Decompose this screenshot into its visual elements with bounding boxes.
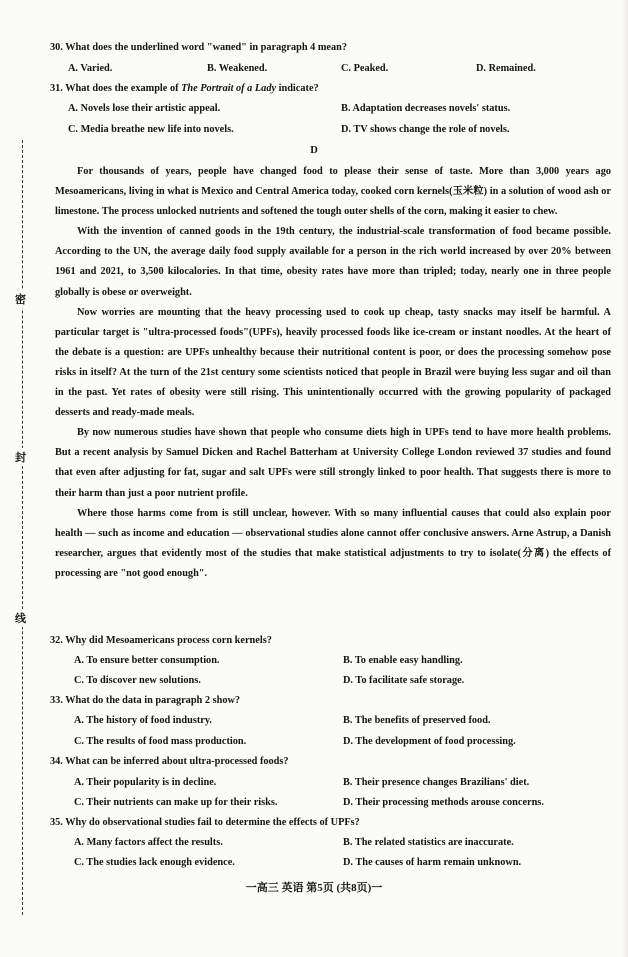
paragraph-1: For thousands of years, people have changed food to please their sense of taste. More than 3,000 years ago Mesoamericans, living in what is Mexico and Central America today, cooked corn kernels(玉米粒) in a solution of wood ash or limestone. The process unlocked nutrients and softened the tough outer shells of the corn, making it easier to chew. xyxy=(55,166,611,218)
q31-book-title: The Portrait of a Lady xyxy=(181,83,277,94)
question-30-stem: 30. What does the underlined word "waned" in paragraph 4 mean? xyxy=(50,42,348,53)
question-32-stem: 32. Why did Mesoamericans process corn kernels? xyxy=(50,635,272,646)
q35-option-a: A. Many factors affect the results. xyxy=(74,837,223,848)
question-31-stem xyxy=(50,84,319,94)
q32-option-d: D. To facilitate safe storage. xyxy=(343,675,465,686)
binding-mark-line: 线 xyxy=(15,609,26,627)
page-edge-shadow xyxy=(622,0,628,957)
question-33-stem: 33. What do the data in paragraph 2 show? xyxy=(50,695,241,706)
q34-option-a: A. Their popularity is in decline. xyxy=(74,777,217,788)
passage-body xyxy=(55,162,611,584)
q31-stem-before: 31. What does the example of xyxy=(50,83,182,94)
q33-option-a: A. The history of food industry. xyxy=(74,715,212,726)
page-footer: 一高三 英语 第5页 (共8页)一 xyxy=(245,882,383,894)
q35-option-c: C. The studies lack enough evidence. xyxy=(74,857,235,868)
q33-option-d: D. The development of food processing. xyxy=(343,736,516,747)
q32-option-a: A. To ensure better consumption. xyxy=(74,655,220,666)
question-35-stem: 35. Why do observational studies fail to determine the effects of UPFs? xyxy=(50,817,360,828)
paragraph-5: Where those harms come from is still unclear, however. With so many influential causes that could also explain poor health — such as income and education — observational studies alone cannot offer conclusive answers. Arne Astrup, a Danish researcher, argues that evidently most of the studies that make statistical adjustments to try to isolate(分离) the effects of processing are "not good enough". xyxy=(55,507,611,579)
q31-option-c: C. Media breathe new life into novels. xyxy=(68,124,234,135)
q31-option-a: A. Novels lose their artistic appeal. xyxy=(68,103,221,114)
paragraph-3: Now worries are mounting that the heavy processing used to cook up cheap, tasty snacks may itself be harmful. A particular target is "ultra-processed foods"(UPFs), heavily processed foods like ice-cream or instant noodles. At the heart of the debate is a question: are UPFs unhealthy because their nutritional content is poor, or does the processing somehow pose risks in itself? At the turn of the 21st century some scientists noticed that people in Brazil were buying less sugar and oil than in the past. Yet rates of obesity were still rising. This unintentionally occurred with the growing popularity of packaged desserts and ready-made meals. xyxy=(55,306,611,419)
q32-option-c: C. To discover new solutions. xyxy=(74,675,201,686)
q34-option-d: D. Their processing methods arouse concerns. xyxy=(343,797,544,808)
binding-mark-seal: 密 xyxy=(15,290,26,308)
q31-option-d: D. TV shows change the role of novels. xyxy=(341,124,510,135)
paragraph-2: With the invention of canned goods in the 19th century, the industrial-scale transformation of food became possible. According to the UN, the average daily food supply available for a person in the rich world increased by over 20% between 1961 and 2021, to 3,500 kilocalories. In that time, obesity rates have more than tripled; today, nearly one in three people globally is obese or overweight. xyxy=(55,226,611,298)
passage-label: D xyxy=(310,145,318,156)
q32-option-b: B. To enable easy handling. xyxy=(343,655,463,666)
q30-option-b: B. Weakened. xyxy=(207,63,268,74)
q31-option-b: B. Adaptation decreases novels' status. xyxy=(341,103,511,114)
q31-stem-after: indicate? xyxy=(276,83,319,94)
binding-mark-close: 封 xyxy=(15,448,26,466)
q35-option-d: D. The causes of harm remain unknown. xyxy=(343,857,522,868)
q34-option-b: B. Their presence changes Brazilians' diet. xyxy=(343,777,530,788)
q33-option-c: C. The results of food mass production. xyxy=(74,736,247,747)
binding-line xyxy=(22,140,23,915)
q30-option-d: D. Remained. xyxy=(476,63,536,74)
q33-option-b: B. The benefits of preserved food. xyxy=(343,715,491,726)
q30-option-c: C. Peaked. xyxy=(341,63,389,74)
paragraph-4: By now numerous studies have shown that people who consume diets high in UPFs tend to have more health problems. But a recent analysis by Samuel Dicken and Rachel Batterham at University College London reviewed 37 studies and found that even after adjusting for fat, sugar and salt UPFs were still strongly linked to poor health. That suggests there is more to their harm than just a poor nutrient profile. xyxy=(55,427,611,499)
q30-option-a: A. Varied. xyxy=(68,63,113,74)
q35-option-b: B. The related statistics are inaccurate. xyxy=(343,837,514,848)
q34-option-c: C. Their nutrients can make up for their risks. xyxy=(74,797,278,808)
question-34-stem: 34. What can be inferred about ultra-processed foods? xyxy=(50,756,289,767)
